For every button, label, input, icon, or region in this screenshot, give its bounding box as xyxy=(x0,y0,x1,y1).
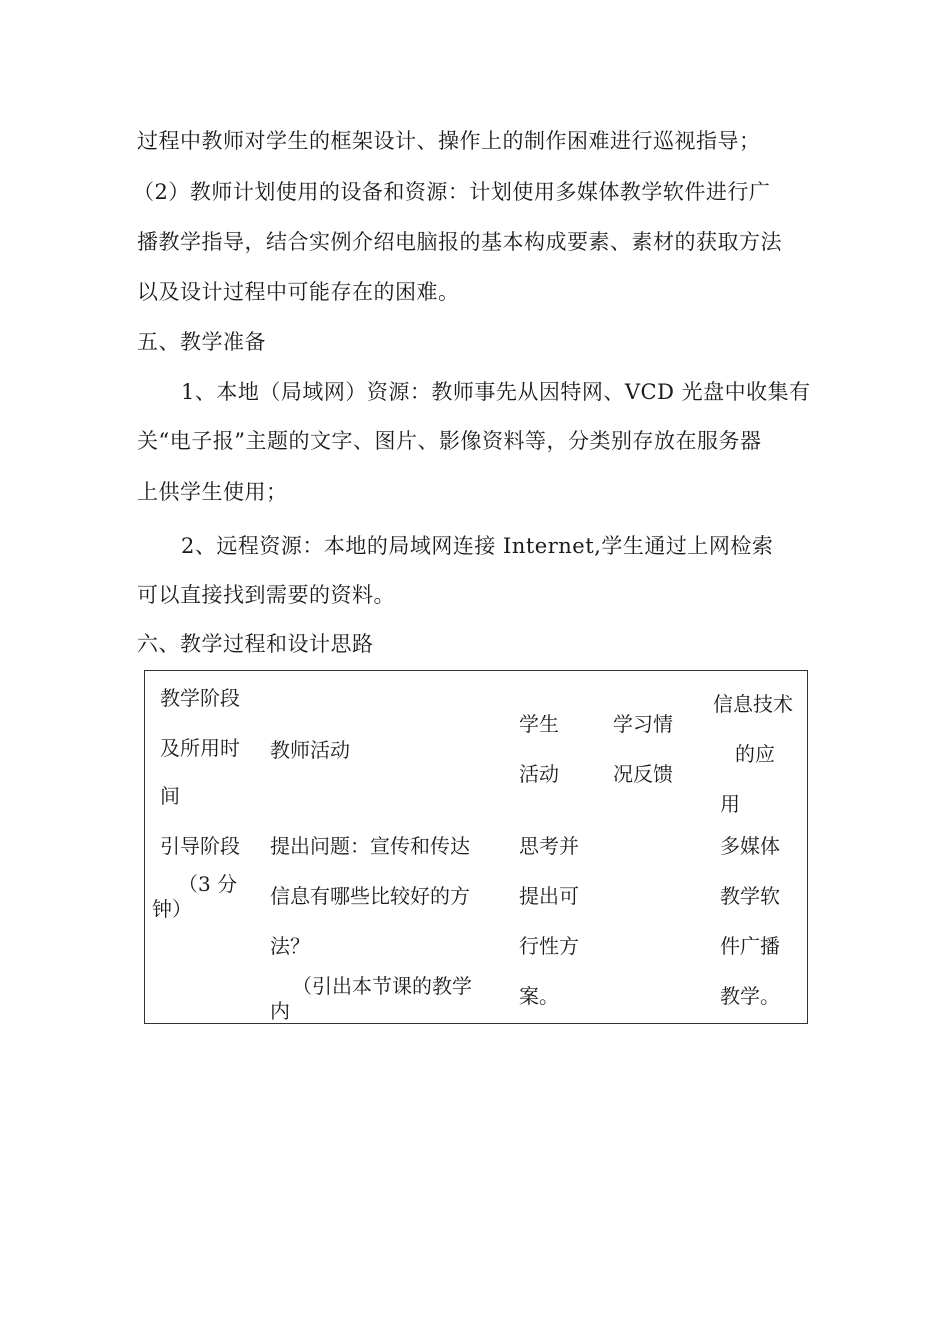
row-teacher: 信息有哪些比较好的方 xyxy=(270,884,470,908)
paragraph-line: 以及设计过程中可能存在的困难。 xyxy=(137,280,460,304)
row-stage: （3 分 xyxy=(178,872,238,896)
section-heading-5: 五、教学准备 xyxy=(137,330,266,354)
header-tech: 的应 xyxy=(735,742,775,766)
header-stage: 及所用时 xyxy=(160,736,240,760)
row-stage: 引导阶段 xyxy=(160,834,240,858)
row-teacher: 法？ xyxy=(270,934,310,958)
header-teacher: 教师活动 xyxy=(270,738,350,762)
row-student: 行性方 xyxy=(519,934,579,958)
header-stage: 教学阶段 xyxy=(160,686,240,710)
row-teacher: 内 xyxy=(270,999,290,1023)
row-student: 提出可 xyxy=(519,884,579,908)
prep-item-1-line: 上供学生使用； xyxy=(137,480,288,504)
row-student: 案。 xyxy=(519,984,559,1008)
header-stage: 间 xyxy=(160,784,180,808)
section-heading-6: 六、教学过程和设计思路 xyxy=(137,632,374,656)
paragraph-line: （2）教师计划使用的设备和资源：计划使用多媒体教学软件进行广 xyxy=(133,180,771,204)
row-stage: 钟） xyxy=(152,897,192,921)
header-student: 学生 xyxy=(519,712,559,736)
paragraph-line: 播教学指导，结合实例介绍电脑报的基本构成要素、素材的获取方法 xyxy=(137,230,782,254)
row-teacher: （引出本节课的教学 xyxy=(292,974,472,998)
row-tech: 件广播 xyxy=(720,934,780,958)
row-student: 思考并 xyxy=(519,834,579,858)
teaching-plan-table xyxy=(144,670,808,1024)
prep-item-1-line: 1、本地（局域网）资源：教师事先从因特网、VCD 光盘中收集有 xyxy=(181,380,811,404)
header-tech: 信息技术 xyxy=(713,692,793,716)
prep-item-2-line: 2、远程资源：本地的局域网连接 Internet,学生通过上网检索 xyxy=(181,534,774,558)
header-student: 活动 xyxy=(519,762,559,786)
row-tech: 教学软 xyxy=(720,884,780,908)
header-feedback: 学习情 xyxy=(613,712,673,736)
row-tech: 多媒体 xyxy=(720,834,780,858)
header-feedback: 况反馈 xyxy=(613,762,673,786)
row-teacher: 提出问题：宣传和传达 xyxy=(270,834,470,858)
prep-item-2-line: 可以直接找到需要的资料。 xyxy=(137,583,395,607)
paragraph-line: 过程中教师对学生的框架设计、操作上的制作困难进行巡视指导； xyxy=(137,129,761,153)
prep-item-1-line: 关“电子报”主题的文字、图片、影像资料等，分类别存放在服务器 xyxy=(137,429,762,453)
header-tech: 用 xyxy=(720,792,740,816)
row-tech: 教学。 xyxy=(720,984,780,1008)
